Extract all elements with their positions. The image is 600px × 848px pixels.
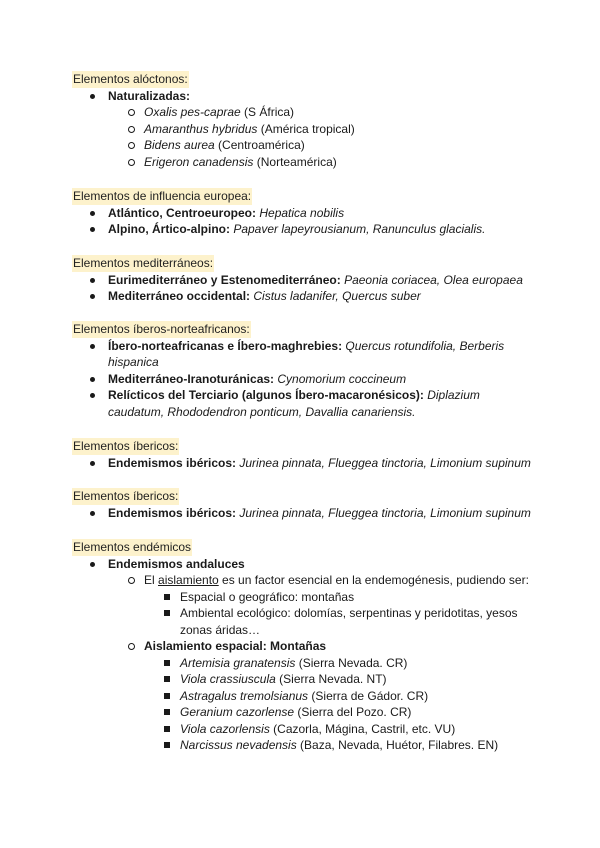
- species-name: Viola crassiuscula: [180, 672, 276, 686]
- section-heading: Elementos íberos-norteafricanos:: [73, 322, 250, 336]
- underlined-term: aislamiento: [158, 573, 219, 587]
- species-list: Paeonia coriacea, Olea europaea: [340, 272, 523, 287]
- list-item: [72, 688, 532, 705]
- bullet-disc-icon: [90, 344, 95, 349]
- species-name: Geranium cazorlense: [180, 705, 295, 719]
- list-item: [72, 154, 532, 171]
- species-location: (Cazorla, Mágina, Castril, etc. VU): [269, 721, 456, 736]
- section-heading: Elementos de influencia europea:: [73, 189, 252, 203]
- bullet-list: [72, 556, 532, 754]
- list-item: [72, 671, 532, 688]
- bullet-disc-icon: [90, 461, 95, 466]
- species-list: Jurinea pinnata, Flueggea tinctoria, Limonium supinum: [236, 505, 531, 520]
- list-item: [72, 371, 532, 388]
- bullet-square-icon: [164, 742, 170, 748]
- bullet-square-icon: [164, 676, 170, 682]
- list-item: [72, 505, 532, 522]
- list-item: [72, 88, 532, 105]
- list-item: [72, 288, 532, 305]
- section-iberian-2: [72, 488, 532, 521]
- bullet-disc-icon: [90, 511, 95, 516]
- list-item: [72, 104, 532, 121]
- list-item: [72, 737, 532, 754]
- species-list: Jurinea pinnata, Flueggea tinctoria, Limonium supinum: [236, 455, 531, 470]
- list-item: [72, 605, 532, 638]
- bullet-list: [72, 88, 532, 171]
- item-label: Íbero-norteafricanas e Íbero-maghrebies:: [108, 338, 343, 353]
- species-name: Artemisia granatensis: [180, 655, 296, 670]
- paragraph-prefix: El: [144, 573, 159, 587]
- bullet-disc-icon: [90, 211, 95, 216]
- bullet-circle-icon: [128, 142, 135, 149]
- item-label: Endemismos ibéricos:: [108, 455, 237, 470]
- species-location: (Sierra Nevada. NT): [275, 672, 387, 686]
- item-label: Mediterráneo-Iranoturánicas:: [108, 371, 275, 386]
- bullet-circle-icon: [128, 109, 135, 116]
- species-list: Diplazium caudatum, Rhododendron ponticum, Davallia canariensis.: [108, 388, 480, 419]
- item-label: Aislamiento espacial: Montañas: [144, 639, 327, 653]
- bullet-square-icon: [164, 693, 170, 699]
- bullet-list: [72, 505, 532, 522]
- list-item: [72, 638, 532, 655]
- bullet-circle-icon: [128, 577, 135, 584]
- list-item: [72, 221, 532, 238]
- species-origin: (América tropical): [257, 121, 355, 136]
- species-name: Amaranthus hybridus: [144, 121, 258, 136]
- species-name: Astragalus tremolsianus: [180, 688, 309, 703]
- section-heading: Elementos íbericos:: [73, 439, 179, 453]
- paragraph-text: es un factor esencial en la endemogénesis, pudiendo ser:: [218, 573, 529, 587]
- bullet-circle-icon: [128, 643, 135, 650]
- list-item: [72, 121, 532, 138]
- species-name: Narcissus nevadensis: [180, 738, 297, 752]
- bullet-disc-icon: [90, 227, 95, 232]
- species-name: Oxalis pes-caprae: [144, 105, 241, 119]
- bullet-circle-icon: [128, 159, 135, 166]
- section-heading: Elementos íbericos:: [73, 489, 179, 503]
- bullet-disc-icon: [90, 94, 95, 99]
- section-endemic: [72, 539, 532, 754]
- section-ibero-north-african: [72, 321, 532, 420]
- section-heading: Elementos mediterráneos:: [73, 256, 214, 270]
- bullet-disc-icon: [90, 377, 95, 382]
- species-origin: (Norteamérica): [253, 154, 337, 169]
- bullet-list: [72, 272, 532, 305]
- bullet-square-icon: [164, 660, 170, 666]
- species-name: Erigeron canadensis: [144, 154, 254, 169]
- species-origin: (S África): [240, 105, 295, 119]
- species-name: Bidens aurea: [144, 138, 215, 152]
- species-location: (Sierra Nevada. CR): [295, 655, 408, 670]
- bullet-square-icon: [164, 726, 170, 732]
- species-list: Cistus ladanifer, Quercus suber: [250, 289, 421, 303]
- section-iberian-1: [72, 438, 532, 471]
- list-item: [72, 589, 532, 606]
- bullet-square-icon: [164, 610, 170, 616]
- bullet-list: [72, 455, 532, 472]
- list-item: [72, 338, 532, 371]
- species-list: Hepatica nobilis: [256, 205, 345, 220]
- list-item: [72, 272, 532, 289]
- species-list: Cynomorium coccineum: [274, 371, 407, 386]
- species-location: (Baza, Nevada, Huétor, Filabres. EN): [296, 738, 499, 752]
- item-label: Mediterráneo occidental:: [108, 289, 251, 303]
- list-item: [72, 572, 532, 589]
- species-name: Viola cazorlensis: [180, 721, 270, 736]
- species-list: Papaver lapeyrousianum, Ranunculus glacialis.: [230, 222, 486, 236]
- section-alloctonous: [72, 71, 532, 170]
- list-item: [72, 556, 532, 573]
- species-location: (Sierra de Gádor. CR): [308, 688, 429, 703]
- factor-text: Ambiental ecológico: dolomías, serpentinas y peridotitas, yesos zonas áridas…: [180, 606, 518, 637]
- list-item: [72, 205, 532, 222]
- item-label: Eurimediterráneo y Estenomediterráneo:: [108, 272, 341, 287]
- item-label: Endemismos ibéricos:: [108, 505, 237, 520]
- bullet-list: [72, 205, 532, 238]
- species-origin: (Centroamérica): [214, 138, 305, 152]
- item-label: Endemismos andaluces: [108, 556, 245, 571]
- item-label: Alpino, Ártico-alpino:: [108, 222, 230, 236]
- item-label: Atlántico, Centroeuropeo:: [108, 205, 257, 220]
- section-heading: Elementos endémicos: [73, 540, 192, 554]
- bullet-disc-icon: [90, 294, 95, 299]
- bullet-list: [72, 338, 532, 421]
- section-mediterranean: [72, 255, 532, 305]
- list-item: [72, 704, 532, 721]
- bullet-disc-icon: [90, 393, 95, 398]
- list-item: [72, 455, 532, 472]
- list-item: [72, 721, 532, 738]
- factor-text: Espacial o geográfico: montañas: [180, 589, 355, 604]
- bullet-square-icon: [164, 709, 170, 715]
- bullet-circle-icon: [128, 126, 135, 133]
- species-list: Quercus rotundifolia, Berberis hispanica: [108, 338, 505, 369]
- list-item: [72, 387, 532, 420]
- item-label: Naturalizadas:: [108, 88, 191, 103]
- bullet-disc-icon: [90, 278, 95, 283]
- bullet-square-icon: [164, 594, 170, 600]
- species-location: (Sierra del Pozo. CR): [294, 705, 412, 719]
- list-item: [72, 655, 532, 672]
- section-european: [72, 188, 532, 238]
- item-label: Relícticos del Terciario (algunos Íbero-macaronésicos):: [108, 388, 424, 402]
- section-heading: Elementos alóctonos:: [73, 72, 188, 86]
- list-item: [72, 137, 532, 154]
- bullet-disc-icon: [90, 562, 95, 567]
